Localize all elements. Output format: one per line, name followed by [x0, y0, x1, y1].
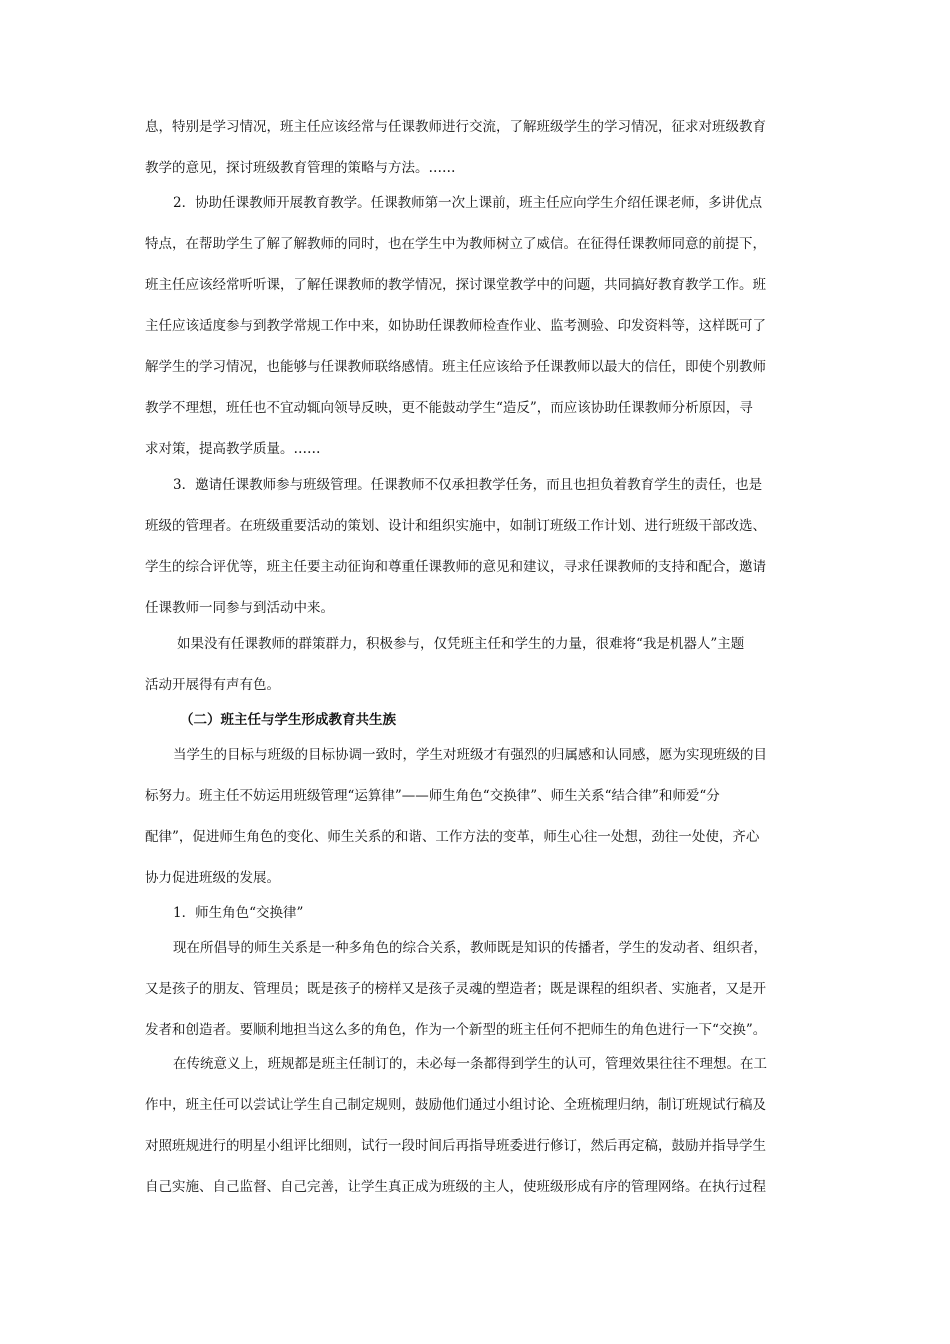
text-line: 配律”，促进师生角色的变化、师生关系的和谐、工作方法的变革，师生心往一处想，劲往一处使，齐心	[145, 829, 760, 845]
text-line: 作中，班主任可以尝试让学生自己制定规则，鼓励他们通过小组讨论、全班梳理归纳，制订班规试行稿及	[145, 1097, 766, 1113]
section-heading: （二）班主任与学生形成教育共生族	[180, 712, 396, 728]
subsection-heading: 1．师生角色“交换律”	[173, 905, 304, 921]
paragraph-first-line: 当学生的目标与班级的目标协调一致时，学生对班级才有强烈的归属感和认同感，愿为实现班级的目	[173, 747, 767, 763]
text-line: 求对策，提高教学质量。……	[145, 441, 321, 457]
text-line: 教学不理想，班任也不宜动辄向领导反映，更不能鼓动学生“造反”，而应该协助任课教师分析原因，寻	[145, 400, 753, 416]
text-line: 解学生的学习情况，也能够与任课教师联络感情。班主任应该给予任课教师以最大的信任，即使个别教师	[145, 359, 766, 375]
text-line: 活动开展得有声有色。	[145, 677, 280, 693]
text-line: 教学的意见，探讨班级教育管理的策略与方法。……	[145, 160, 456, 176]
text-line: 发者和创造者。要顺利地担当这么多的角色，作为一个新型的班主任何不把师生的角色进行一下“交换”。	[145, 1022, 767, 1038]
text-line: 对照班规进行的明星小组评比细则，试行一段时间后再指导班委进行修订，然后再定稿，鼓励并指导学生	[145, 1138, 766, 1154]
paragraph-first-line: 在传统意义上，班规都是班主任制订的，未必每一条都得到学生的认可，管理效果往往不理想。在工	[173, 1056, 767, 1072]
text-line: 又是孩子的朋友、管理员；既是孩子的榜样又是孩子灵魂的塑造者；既是课程的组织者、实施者，又是开	[145, 981, 766, 997]
text-line: 学生的综合评优等，班主任要主动征询和尊重任课教师的意见和建议，寻求任课教师的支持和配合，邀请	[145, 559, 766, 575]
text-line: 班主任应该经常听听课，了解任课教师的教学情况，探讨课堂教学中的问题，共同搞好教育教学工作。班	[145, 277, 766, 293]
paragraph-first-line: 2．协助任课教师开展教育教学。任课教师第一次上课前，班主任应向学生介绍任课老师，多讲优点	[173, 195, 763, 211]
text-line: 任课教师一同参与到活动中来。	[145, 600, 334, 616]
text-line: 标努力。班主任不妨运用班级管理“运算律”——师生角色“交换律”、师生关系“结合律”和师爱“分	[145, 788, 720, 804]
text-line: 息，特别是学习情况，班主任应该经常与任课教师进行交流，了解班级学生的学习情况，征求对班级教育	[145, 119, 766, 135]
text-line: 协力促进班级的发展。	[145, 870, 280, 886]
text-line: 主任应该适度参与到教学常规工作中来，如协助任课教师检查作业、监考测验、印发资料等，这样既可了	[145, 318, 766, 334]
paragraph-first-line: 现在所倡导的师生关系是一种多角色的综合关系，教师既是知识的传播者，学生的发动者、组织者，	[173, 940, 767, 956]
text-line: 班级的管理者。在班级重要活动的策划、设计和组织实施中，如制订班级工作计划、进行班级干部改选、	[145, 518, 766, 534]
paragraph-first-line: 如果没有任课教师的群策群力，积极参与，仅凭班主任和学生的力量，很难将“我是机器人”主题	[177, 636, 745, 652]
text-line: 自己实施、自己监督、自己完善，让学生真正成为班级的主人，使班级形成有序的管理网络。在执行过程	[145, 1179, 766, 1195]
text-line: 特点，在帮助学生了解了解教师的同时，也在学生中为教师树立了威信。在征得任课教师同意的前提下，	[145, 236, 766, 252]
paragraph-first-line: 3．邀请任课教师参与班级管理。任课教师不仅承担教学任务，而且也担负着教育学生的责任，也是	[173, 477, 763, 493]
